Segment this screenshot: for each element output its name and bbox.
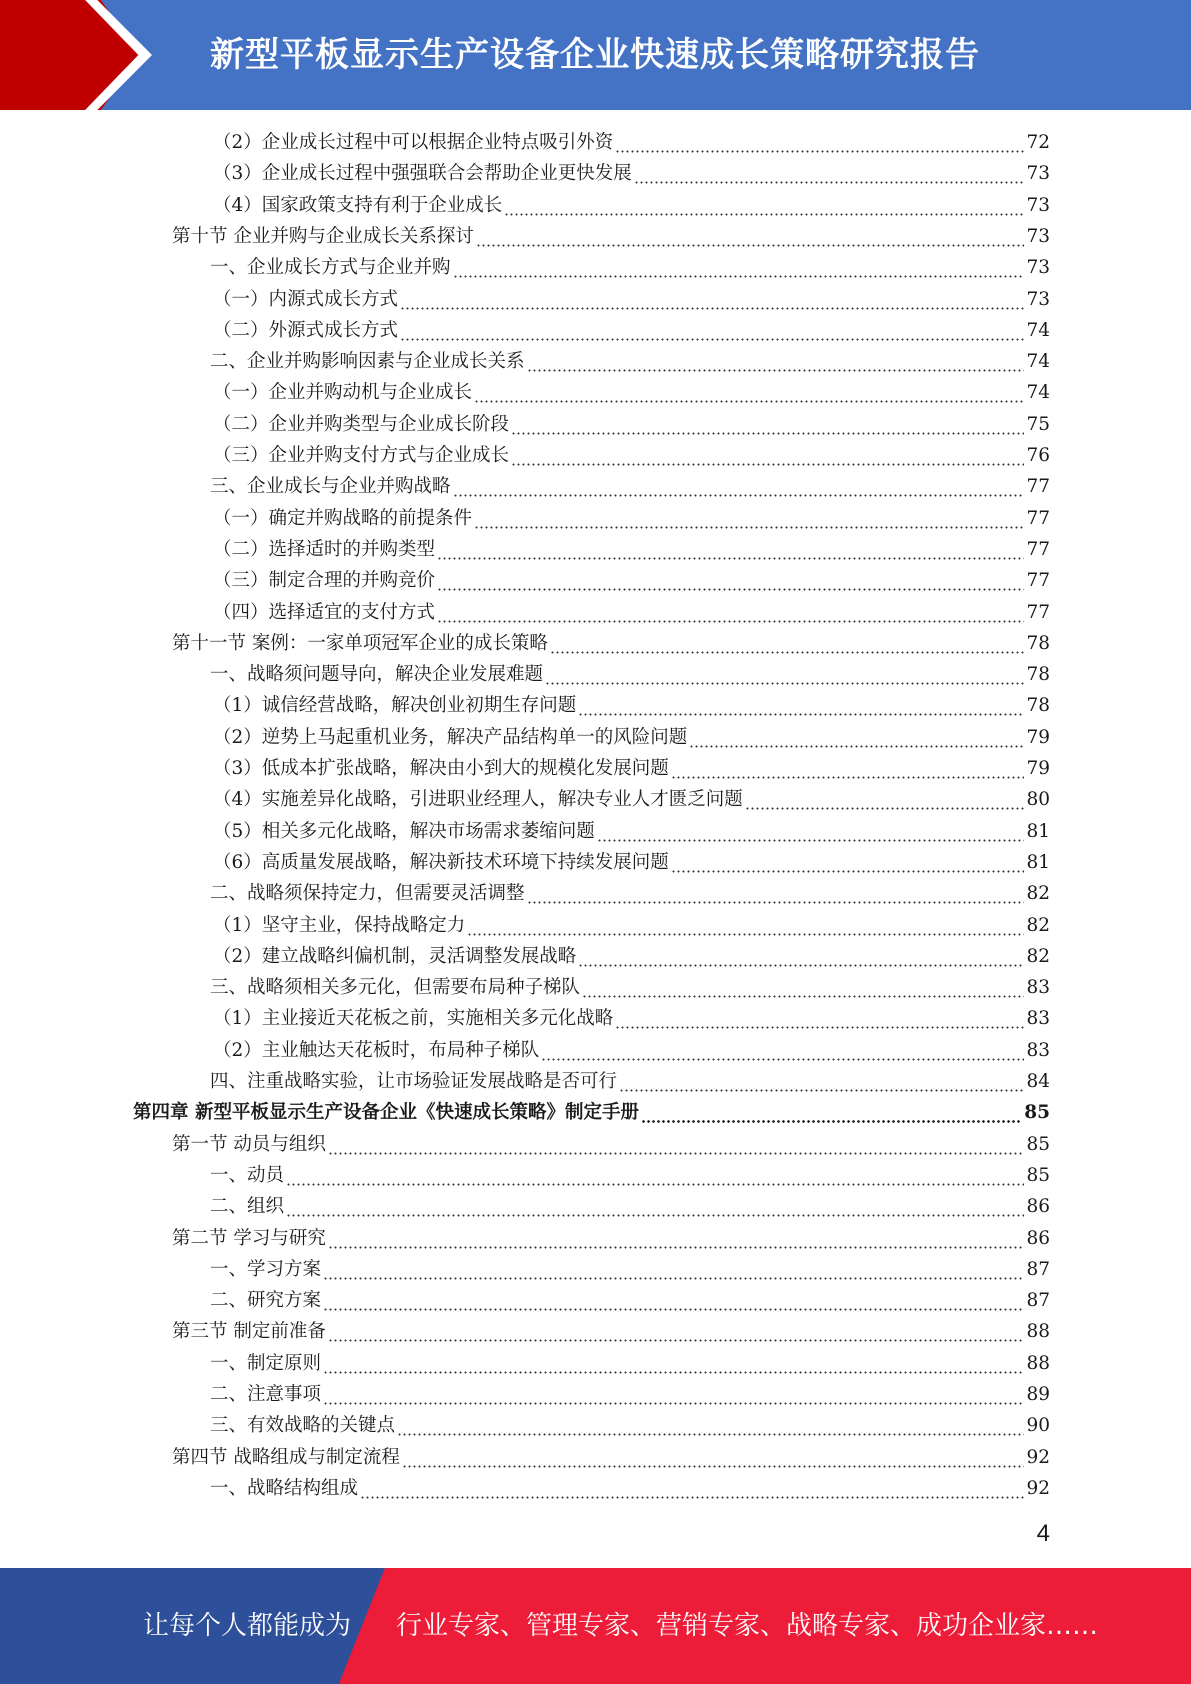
toc-dot-leader <box>511 409 1024 440</box>
toc-entry-title: （一）内源式成长方式 <box>213 288 399 310</box>
toc-entry[interactable] <box>210 252 1050 283</box>
toc-entry[interactable] <box>213 941 1050 972</box>
toc-entry-page: 73 <box>1026 194 1050 216</box>
toc-entry-page: 74 <box>1026 351 1050 373</box>
toc-entry[interactable] <box>213 910 1050 941</box>
toc-entry[interactable] <box>213 503 1050 534</box>
toc-entry[interactable] <box>172 628 1050 659</box>
toc-entry[interactable] <box>213 127 1050 158</box>
toc-entry-title: （2）建立战略纠偏机制，灵活调整发展战略 <box>213 945 577 967</box>
toc-dot-leader <box>402 1442 1025 1473</box>
toc-entry-title: 一、制定原则 <box>210 1352 322 1374</box>
header-red-arrow <box>0 0 140 110</box>
toc-entry[interactable] <box>213 377 1050 408</box>
toc-entry[interactable] <box>172 1129 1050 1160</box>
toc-entry-title: 二、企业并购影响因素与企业成长关系 <box>210 351 525 373</box>
toc-entry[interactable] <box>210 1066 1050 1097</box>
toc-entry-page: 74 <box>1026 382 1050 404</box>
toc-dot-leader <box>474 377 1024 408</box>
toc-entry-page: 73 <box>1026 225 1050 247</box>
toc-entry[interactable] <box>213 597 1050 628</box>
toc-entry-title: 第三节 制定前准备 <box>172 1321 326 1343</box>
toc-entry-page: 73 <box>1026 257 1050 279</box>
toc-entry[interactable] <box>213 565 1050 596</box>
toc-entry-title: 二、注意事项 <box>210 1384 322 1405</box>
toc-entry-title: （2）企业成长过程中可以根据企业特点吸引外资 <box>213 132 614 153</box>
toc-dot-leader <box>745 784 1025 815</box>
toc-entry-page: 87 <box>1026 1258 1050 1280</box>
toc-entry-title: 第十一节 案例：一家单项冠军企业的成长策略 <box>172 632 548 654</box>
toc-dot-leader <box>328 1316 1025 1347</box>
toc-dot-leader <box>671 753 1025 784</box>
toc-entry-page: 89 <box>1026 1384 1050 1405</box>
toc-dot-leader <box>323 1254 1024 1285</box>
toc-entry-title: （一）企业并购动机与企业成长 <box>213 382 473 404</box>
toc-dot-leader <box>323 1379 1024 1410</box>
toc-entry-title: 四、注重战略实验，让市场验证发展战略是否可行 <box>210 1071 618 1092</box>
toc-entry-page: 80 <box>1026 789 1050 811</box>
toc-dot-leader <box>323 1285 1024 1316</box>
toc-entry[interactable] <box>213 816 1050 847</box>
toc-entry[interactable] <box>213 158 1050 189</box>
toc-entry[interactable] <box>213 409 1050 440</box>
toc-entry-title: （四）选择适宜的支付方式 <box>213 601 436 623</box>
toc-entry-title: 二、研究方案 <box>210 1290 322 1312</box>
toc-dot-leader <box>511 440 1024 471</box>
toc-entry-title: （3）低成本扩张战略，解决由小到大的规模化发展问题 <box>213 758 669 779</box>
toc-entry[interactable] <box>172 221 1050 252</box>
footer-slogan-right: 行业专家、管理专家、营销专家、战略专家、成功企业家…… <box>396 1611 1099 1641</box>
toc-dot-leader <box>671 847 1025 878</box>
toc-entry-title: 三、战略须相关多元化，但需要布局种子梯队 <box>210 977 581 999</box>
toc-entry[interactable] <box>210 1160 1050 1191</box>
toc-dot-leader <box>582 972 1024 1003</box>
toc-dot-leader <box>453 252 1025 283</box>
toc-entry-title: 一、战略结构组成 <box>210 1477 359 1499</box>
toc-entry-page: 77 <box>1026 570 1050 592</box>
toc-dot-leader <box>619 1066 1024 1097</box>
toc-entry-page: 78 <box>1026 632 1050 654</box>
toc-dot-leader <box>615 1003 1024 1034</box>
page-number: 4 <box>1036 1520 1050 1547</box>
footer-slogan-left: 让每个人都能成为 <box>143 1611 352 1641</box>
toc-entry-page: 86 <box>1026 1196 1050 1218</box>
toc-dot-leader <box>360 1473 1024 1504</box>
toc-entry[interactable] <box>213 440 1050 471</box>
toc-entry[interactable] <box>213 315 1050 346</box>
toc-entry-title: （5）相关多元化战略，解决市场需求萎缩问题 <box>213 820 595 842</box>
toc-dot-leader <box>437 534 1024 565</box>
toc-entry-page: 79 <box>1026 758 1050 779</box>
toc-dot-leader <box>286 1160 1024 1191</box>
toc-entry-page: 75 <box>1026 413 1050 435</box>
toc-dot-leader <box>597 816 1025 847</box>
toc-dot-leader <box>400 315 1024 346</box>
toc-entry[interactable] <box>213 1035 1050 1066</box>
toc-entry-title: 一、学习方案 <box>210 1258 322 1280</box>
toc-entry-title: （2）逆势上马起重机业务，解决产品结构单一的风险问题 <box>213 726 688 748</box>
toc-entry-page: 83 <box>1026 1039 1050 1061</box>
toc-entry-page: 92 <box>1026 1477 1050 1499</box>
toc-entry-title: （三）制定合理的并购竞价 <box>213 570 436 592</box>
toc-dot-leader <box>437 565 1024 596</box>
toc-entry[interactable] <box>210 1379 1050 1410</box>
toc-entry-title: 三、企业成长与企业并购战略 <box>210 476 451 498</box>
toc-entry-page: 82 <box>1026 883 1050 905</box>
toc-dot-leader <box>476 221 1025 252</box>
toc-entry[interactable] <box>213 784 1050 815</box>
toc-entry-page: 77 <box>1026 601 1050 623</box>
toc-entry-page: 76 <box>1026 445 1050 466</box>
toc-entry-page: 90 <box>1026 1415 1050 1437</box>
toc-entry-page: 77 <box>1026 538 1050 560</box>
toc-entry-title: 一、动员 <box>210 1164 285 1186</box>
toc-dot-leader <box>634 158 1025 189</box>
toc-entry-title: （二）企业并购类型与企业成长阶段 <box>213 413 510 435</box>
toc-entry-title: 第一节 动员与组织 <box>172 1133 326 1155</box>
toc-dot-leader <box>641 1097 1022 1128</box>
toc-entry-page: 82 <box>1026 914 1050 936</box>
toc-entry-title: 第十节 企业并购与企业成长关系探讨 <box>172 225 474 247</box>
toc-entry-title: 第四章 新型平板显示生产设备企业《快速成长策略》制定手册 <box>133 1102 639 1124</box>
toc-entry-title: 二、组织 <box>210 1196 285 1218</box>
toc-dot-leader <box>474 503 1024 534</box>
toc-entry-page: 85 <box>1026 1133 1050 1155</box>
toc-entry-page: 88 <box>1026 1321 1050 1343</box>
toc-entry-page: 79 <box>1026 726 1050 748</box>
toc-entry-page: 77 <box>1026 507 1050 529</box>
toc-entry-page: 82 <box>1026 945 1050 967</box>
toc-entry-page: 72 <box>1026 132 1050 153</box>
toc-entry-title: （二）外源式成长方式 <box>213 319 399 341</box>
toc-entry-page: 74 <box>1026 319 1050 341</box>
toc-entry[interactable] <box>210 1285 1050 1316</box>
toc-dot-leader <box>578 690 1024 721</box>
toc-entry[interactable] <box>172 1223 1050 1254</box>
toc-entry-page: 83 <box>1026 977 1050 999</box>
toc-entry-page: 78 <box>1026 664 1050 686</box>
toc-entry[interactable] <box>210 659 1050 690</box>
toc-entry-page: 84 <box>1026 1071 1050 1092</box>
toc-dot-leader <box>323 1348 1024 1379</box>
toc-entry[interactable] <box>172 1316 1050 1347</box>
toc-dot-leader <box>467 910 1024 941</box>
toc-entry-page: 85 <box>1026 1164 1050 1186</box>
toc-entry-page: 77 <box>1026 476 1050 498</box>
toc-entry-title: 二、战略须保持定力，但需要灵活调整 <box>210 883 525 905</box>
toc-entry[interactable] <box>210 1410 1050 1441</box>
toc-entry[interactable] <box>210 346 1050 377</box>
toc-entry-title: 三、有效战略的关键点 <box>210 1415 396 1437</box>
toc-entry-title: （3）企业成长过程中强强联合会帮助企业更快发展 <box>213 163 632 185</box>
toc-dot-leader <box>437 597 1024 628</box>
toc-entry[interactable] <box>133 1097 1050 1128</box>
toc-dot-leader <box>453 471 1025 502</box>
toc-entry[interactable] <box>210 878 1050 909</box>
toc-dot-leader <box>689 722 1024 753</box>
toc-dot-leader <box>400 284 1024 315</box>
toc-dot-leader <box>527 878 1025 909</box>
toc-dot-leader <box>545 659 1024 690</box>
toc-entry-title: 第四节 战略组成与制定流程 <box>172 1446 400 1468</box>
toc-entry[interactable] <box>213 534 1050 565</box>
toc-dot-leader <box>397 1410 1024 1441</box>
toc-entry[interactable] <box>210 1473 1050 1504</box>
toc-entry[interactable] <box>213 284 1050 315</box>
toc-entry-page: 85 <box>1024 1102 1050 1124</box>
toc-dot-leader <box>328 1129 1025 1160</box>
toc-entry-page: 81 <box>1026 851 1050 873</box>
toc-entry-page: 88 <box>1026 1352 1050 1374</box>
toc-entry-title: （1）诚信经营战略，解决创业初期生存问题 <box>213 695 577 717</box>
toc-entry-title: 一、企业成长方式与企业并购 <box>210 257 451 279</box>
toc-entry-page: 86 <box>1026 1227 1050 1249</box>
toc-entry-title: （1）坚守主业，保持战略定力 <box>213 914 466 936</box>
toc-entry[interactable] <box>210 1348 1050 1379</box>
toc-entry-page: 73 <box>1026 163 1050 185</box>
toc-entry-page: 83 <box>1026 1008 1050 1030</box>
toc-entry-page: 78 <box>1026 695 1050 717</box>
toc-entry[interactable] <box>210 1254 1050 1285</box>
toc-entry[interactable] <box>210 471 1050 502</box>
toc-entry-title: （二）选择适时的并购类型 <box>213 538 436 560</box>
toc-entry-title: （2）主业触达天花板时，布局种子梯队 <box>213 1039 540 1061</box>
toc-entry-page: 87 <box>1026 1290 1050 1312</box>
toc-dot-leader <box>504 190 1024 221</box>
toc-entry-page: 92 <box>1026 1446 1050 1468</box>
toc-entry-title: （三）企业并购支付方式与企业成长 <box>213 445 510 466</box>
toc-entry-title: 第二节 学习与研究 <box>172 1227 326 1249</box>
toc-entry[interactable] <box>172 1442 1050 1473</box>
toc-entry-title: （6）高质量发展战略，解决新技术环境下持续发展问题 <box>213 851 669 873</box>
toc-entry[interactable] <box>213 190 1050 221</box>
toc-entry-page: 73 <box>1026 288 1050 310</box>
toc-entry-title: （4）国家政策支持有利于企业成长 <box>213 194 503 216</box>
document-title: 新型平板显示生产设备企业快速成长策略研究报告 <box>210 35 980 75</box>
header-banner <box>0 0 1191 110</box>
toc-dot-leader <box>578 941 1024 972</box>
toc-entry-title: （4）实施差异化战略，引进职业经理人，解决专业人才匮乏问题 <box>213 789 743 811</box>
toc-dot-leader <box>527 346 1025 377</box>
toc-entry[interactable] <box>213 722 1050 753</box>
toc-entry-title: 一、战略须问题导向，解决企业发展难题 <box>210 664 544 686</box>
toc-entry-title: （一）确定并购战略的前提条件 <box>213 507 473 529</box>
toc-entry[interactable] <box>213 847 1050 878</box>
toc-entry[interactable] <box>210 1191 1050 1222</box>
toc-dot-leader <box>286 1191 1024 1222</box>
toc-dot-leader <box>328 1223 1025 1254</box>
toc-entry-page: 81 <box>1026 820 1050 842</box>
toc-entry[interactable] <box>213 1003 1050 1034</box>
toc-entry[interactable] <box>210 972 1050 1003</box>
toc-dot-leader <box>615 127 1024 158</box>
toc-entry-title: （1）主业接近天花板之前，实施相关多元化战略 <box>213 1008 614 1030</box>
toc-dot-leader <box>550 628 1025 659</box>
toc-entry[interactable] <box>213 753 1050 784</box>
toc-dot-leader <box>541 1035 1024 1066</box>
footer-banner <box>0 1568 1191 1684</box>
toc-entry[interactable] <box>213 690 1050 721</box>
